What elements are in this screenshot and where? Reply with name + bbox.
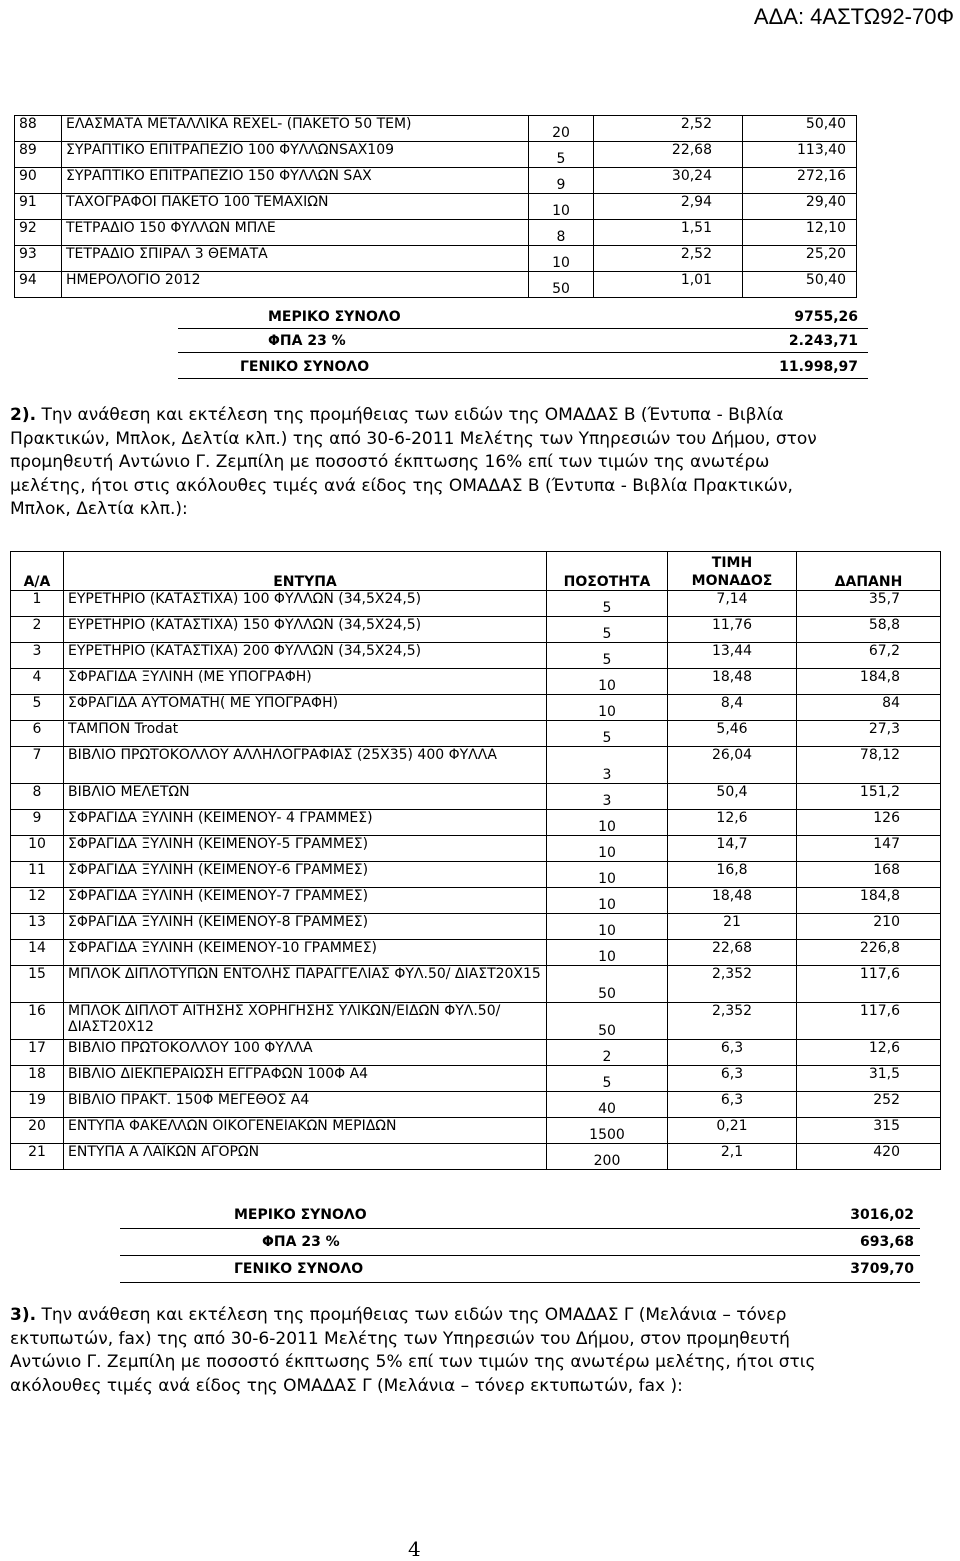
partial-total-label: ΜΕΡΙΚΟ ΣΥΝΟΛΟ (234, 1207, 367, 1223)
header-price (668, 552, 797, 591)
row-number: 7 (11, 747, 64, 784)
item-name: ΗΜΕΡΟΛΟΓΙΟ 2012 (62, 272, 529, 298)
paragraph-2-number: 2). (10, 405, 37, 425)
item-name: ΕΝΤΥΠΑ Α ΛΑΪΚΩΝ ΑΓΟΡΩΝ (64, 1144, 547, 1170)
line-total: 25,20 (743, 246, 857, 272)
table-row (11, 591, 941, 617)
unit-price: 2,1 (668, 1144, 797, 1170)
paragraph-3 (10, 1304, 830, 1398)
unit-price: 2,352 (668, 1003, 797, 1040)
row-number: 17 (11, 1040, 64, 1066)
unit-price: 18,48 (668, 888, 797, 914)
partial-total-label: ΜΕΡΙΚΟ ΣΥΝΟΛΟ (268, 309, 401, 325)
item-name: ΕΛΑΣΜΑΤΑ ΜΕΤΑΛΛΙΚΑ REXEL- (ΠΑΚΕΤΟ 50 ΤΕΜ) (62, 116, 529, 142)
header-qty: ΠΟΣΟΤΗΤΑ (547, 552, 668, 591)
grand-total-row (178, 356, 868, 379)
item-quantity: 10 (547, 914, 668, 940)
line-total: 184,8 (797, 888, 941, 914)
partial-total-value: 9755,26 (794, 309, 858, 325)
header-aa: Α/Α (11, 552, 64, 591)
row-number: 4 (11, 669, 64, 695)
item-quantity: 10 (547, 888, 668, 914)
header-price-line1: ΤΙΜΗ (711, 555, 753, 571)
table-row (15, 168, 857, 194)
line-total: 117,6 (797, 966, 941, 1003)
table-row (11, 940, 941, 966)
table-row (11, 643, 941, 669)
unit-price: 14,7 (668, 836, 797, 862)
row-number: 15 (11, 966, 64, 1003)
table-row (15, 272, 857, 298)
item-name: ΕΥΡΕΤΗΡΙΟ (ΚΑΤΑΣΤΙΧΑ) 200 ΦΥΛΛΩΝ (34,5Χ24,5) (64, 643, 547, 669)
unit-price: 6,3 (668, 1066, 797, 1092)
paragraph-3-number: 3). (10, 1305, 37, 1325)
partial-total-row (178, 306, 868, 329)
row-number: 14 (11, 940, 64, 966)
line-total: 226,8 (797, 940, 941, 966)
row-number: 91 (15, 194, 62, 220)
item-quantity: 5 (547, 591, 668, 617)
line-total: 117,6 (797, 1003, 941, 1040)
item-quantity: 10 (547, 940, 668, 966)
row-number: 19 (11, 1092, 64, 1118)
row-number: 13 (11, 914, 64, 940)
unit-price: 2,52 (594, 116, 743, 142)
table-row (11, 1066, 941, 1092)
item-quantity: 10 (529, 246, 594, 272)
item-quantity: 9 (529, 168, 594, 194)
paragraph-2 (10, 404, 830, 522)
table-row (15, 142, 857, 168)
line-total: 50,40 (743, 272, 857, 298)
item-quantity: 2 (547, 1040, 668, 1066)
item-name: ΒΙΒΛΙΟ ΔΙΕΚΠΕΡΑΙΩΣΗ ΕΓΓΡΑΦΩΝ 100Φ Α4 (64, 1066, 547, 1092)
row-number: 20 (11, 1118, 64, 1144)
unit-price: 12,6 (668, 810, 797, 836)
item-quantity: 200 (547, 1144, 668, 1170)
table-row (15, 116, 857, 142)
line-total: 272,16 (743, 168, 857, 194)
table-row (11, 721, 941, 747)
item-name: ΒΙΒΛΙΟ ΠΡΑΚΤ. 150Φ ΜΕΓΕΘΟΣ Α4 (64, 1092, 547, 1118)
line-total: 12,6 (797, 1040, 941, 1066)
row-number: 1 (11, 591, 64, 617)
item-quantity: 40 (547, 1092, 668, 1118)
item-quantity: 10 (547, 810, 668, 836)
line-total: 31,5 (797, 1066, 941, 1092)
grand-total-value: 3709,70 (850, 1261, 914, 1277)
vat-value: 693,68 (859, 1234, 914, 1250)
grand-total-value: 11.998,97 (779, 359, 858, 375)
row-number: 93 (15, 246, 62, 272)
line-total: 151,2 (797, 784, 941, 810)
item-quantity: 10 (529, 194, 594, 220)
grand-total-label: ΓΕΝΙΚΟ ΣΥΝΟΛΟ (240, 359, 370, 375)
row-number: 18 (11, 1066, 64, 1092)
line-total: 12,10 (743, 220, 857, 246)
item-quantity: 20 (529, 116, 594, 142)
unit-price: 22,68 (668, 940, 797, 966)
item-quantity: 10 (547, 836, 668, 862)
item-name: ΕΥΡΕΤΗΡΙΟ (ΚΑΤΑΣΤΙΧΑ) 150 ΦΥΛΛΩΝ (34,5Χ24,5) (64, 617, 547, 643)
table-row (11, 1092, 941, 1118)
table-row (11, 747, 941, 784)
header-price-line2: ΜΟΝΑΔΟΣ (691, 573, 773, 589)
line-total: 58,8 (797, 617, 941, 643)
row-number: 9 (11, 810, 64, 836)
line-total: 252 (797, 1092, 941, 1118)
item-name: ΤΕΤΡΑΔΙΟ 150 ΦΥΛΛΩΝ ΜΠΛΕ (62, 220, 529, 246)
unit-price: 30,24 (594, 168, 743, 194)
line-total: 50,40 (743, 116, 857, 142)
table-header-row (11, 552, 941, 591)
table-row (11, 617, 941, 643)
unit-price: 6,3 (668, 1040, 797, 1066)
line-total: 315 (797, 1118, 941, 1144)
line-total: 78,12 (797, 747, 941, 784)
item-quantity: 1500 (547, 1118, 668, 1144)
row-number: 11 (11, 862, 64, 888)
grand-total-row (120, 1256, 920, 1283)
vat-label: ΦΠΑ 23 % (262, 1234, 340, 1250)
row-number: 94 (15, 272, 62, 298)
header-item: ΕΝΤΥΠΑ (64, 552, 547, 591)
line-total: 67,2 (797, 643, 941, 669)
item-quantity: 5 (529, 142, 594, 168)
item-quantity: 10 (547, 862, 668, 888)
item-quantity: 5 (547, 1066, 668, 1092)
item-quantity: 5 (547, 643, 668, 669)
table-row (11, 669, 941, 695)
item-quantity: 50 (547, 966, 668, 1003)
table-row (11, 888, 941, 914)
unit-price: 5,46 (668, 721, 797, 747)
table-row (11, 1003, 941, 1040)
table-row (11, 695, 941, 721)
unit-price: 2,94 (594, 194, 743, 220)
unit-price: 1,01 (594, 272, 743, 298)
unit-price: 11,76 (668, 617, 797, 643)
item-quantity: 10 (547, 695, 668, 721)
unit-price: 1,51 (594, 220, 743, 246)
unit-price: 26,04 (668, 747, 797, 784)
item-quantity: 8 (529, 220, 594, 246)
partial-total-row (120, 1202, 920, 1229)
table-row (15, 194, 857, 220)
table-row (11, 862, 941, 888)
item-name: ΣΦΡΑΓΙΔΑ ΑΥΤΟΜΑΤΗ( ΜΕ ΥΠΟΓΡΑΦΗ) (64, 695, 547, 721)
row-number: 3 (11, 643, 64, 669)
line-total: 420 (797, 1144, 941, 1170)
unit-price: 2,352 (668, 966, 797, 1003)
row-number: 6 (11, 721, 64, 747)
unit-price: 18,48 (668, 669, 797, 695)
line-total: 210 (797, 914, 941, 940)
item-name: ΣΦΡΑΓΙΔΑ ΞΥΛΙΝΗ (ΚΕΙΜΕΝΟΥ-10 ΓΡΑΜΜΕΣ) (64, 940, 547, 966)
item-quantity: 5 (547, 721, 668, 747)
row-number: 21 (11, 1144, 64, 1170)
vat-value: 2.243,71 (788, 333, 858, 349)
item-name: ΤΕΤΡΑΔΙΟ ΣΠΙΡΑΛ 3 ΘΕΜΑΤΑ (62, 246, 529, 272)
unit-price: 8,4 (668, 695, 797, 721)
unit-price: 22,68 (594, 142, 743, 168)
line-total: 27,3 (797, 721, 941, 747)
table-row (15, 246, 857, 272)
line-total: 126 (797, 810, 941, 836)
table-row (11, 810, 941, 836)
item-quantity: 50 (529, 272, 594, 298)
paragraph-3-text: Την ανάθεση και εκτέλεση της προμήθειας των ειδών της ΟΜΑΔΑΣ Γ (Μελάνια – τόνερ εκτυπωτών, fax) της από 30-6-2011 Μελέτης των Υπηρεσιών του Δήμου, στον προμηθευτή Αντώνιο Γ. Ζεμπίλη με ποσοστό έκπτωσης 5% επί των τιμών της ανωτέρω μελέτης, ήτοι στις ακόλουθες τιμές ανά είδος της ΟΜΑΔΑΣ Γ (Μελάνια – τόνερ εκτυπωτών, fax ): (10, 1305, 816, 1396)
unit-price: 16,8 (668, 862, 797, 888)
item-name: ΣΥΡΑΠΤΙΚΟ ΕΠΙΤΡΑΠΕΖΙΟ 100 ΦΥΛΛΩΝSAX109 (62, 142, 529, 168)
line-total: 184,8 (797, 669, 941, 695)
line-total: 113,40 (743, 142, 857, 168)
row-number: 2 (11, 617, 64, 643)
table-row (11, 784, 941, 810)
grand-total-label: ΓΕΝΙΚΟ ΣΥΝΟΛΟ (234, 1261, 364, 1277)
item-name: ΣΥΡΑΠΤΙΚΟ ΕΠΙΤΡΑΠΕΖΙΟ 150 ΦΥΛΛΩΝ SAX (62, 168, 529, 194)
row-number: 88 (15, 116, 62, 142)
table-row (15, 220, 857, 246)
table-row (11, 966, 941, 1003)
item-name: ΕΝΤΥΠΑ ΦΑΚΕΛΛΩΝ ΟΙΚΟΓΕΝΕΙΑΚΩΝ ΜΕΡΙΔΩΝ (64, 1118, 547, 1144)
table-row (11, 914, 941, 940)
line-total: 168 (797, 862, 941, 888)
item-name: ΕΥΡΕΤΗΡΙΟ (ΚΑΤΑΣΤΙΧΑ) 100 ΦΥΛΛΩΝ (34,5Χ24,5) (64, 591, 547, 617)
row-number: 5 (11, 695, 64, 721)
item-name: ΣΦΡΑΓΙΔΑ ΞΥΛΙΝΗ (ΚΕΙΜΕΝΟΥ-5 ΓΡΑΜΜΕΣ) (64, 836, 547, 862)
page-number: 4 (408, 1537, 421, 1561)
item-name: ΜΠΛΟΚ ΔΙΠΛΟΤΥΠΩΝ ΕΝΤΟΛΗΣ ΠΑΡΑΓΓΕΛΙΑΣ ΦΥΛ.50/ ΔΙΑΣΤ20Χ15 (64, 966, 547, 1003)
item-quantity: 10 (547, 669, 668, 695)
paragraph-2-text: Την ανάθεση και εκτέλεση της προμήθειας των ειδών της ΟΜΑΔΑΣ Β (Έντυπα - Βιβλία Πρακτικών, Μπλοκ, Δελτία κλπ.) της από 30-6-2011 Μελέτης των Υπηρεσιών του Δήμου, στον προμηθευτή Αντώνιο Γ. Ζεμπίλη με ποσοστό έκπτωσης 16% επί των τιμών της ανωτέρω μελέτης, ήτοι στις ακόλουθες τιμές ανά είδος της ΟΜΑΔΑΣ Β (Έντυπα - Βιβλία Πρακτικών, Μπλοκ, Δελτία κλπ.): (10, 405, 817, 519)
item-quantity: 5 (547, 617, 668, 643)
row-number: 10 (11, 836, 64, 862)
item-name: ΤΑΜΠΟΝ Trodat (64, 721, 547, 747)
row-number: 12 (11, 888, 64, 914)
unit-price: 7,14 (668, 591, 797, 617)
item-name: ΤΑΧΟΓΡΑΦΟΙ ΠΑΚΕΤΟ 100 ΤΕΜΑΧΙΩΝ (62, 194, 529, 220)
items-table-b (10, 551, 941, 1170)
unit-price: 0,21 (668, 1118, 797, 1144)
row-number: 16 (11, 1003, 64, 1040)
item-name: ΒΙΒΛΙΟ ΜΕΛΕΤΩΝ (64, 784, 547, 810)
items-table-a (14, 115, 857, 298)
item-name: ΒΙΒΛΙΟ ΠΡΩΤΟΚΟΛΛΟΥ ΑΛΛΗΛΟΓΡΑΦΙΑΣ (25Χ35) 400 ΦΥΛΛΑ (64, 747, 547, 784)
row-number: 90 (15, 168, 62, 194)
item-quantity: 3 (547, 747, 668, 784)
item-name: ΒΙΒΛΙΟ ΠΡΩΤΟΚΟΛΛΟΥ 100 ΦΥΛΛΑ (64, 1040, 547, 1066)
item-name: ΣΦΡΑΓΙΔΑ ΞΥΛΙΝΗ (ΚΕΙΜΕΝΟΥ- 4 ΓΡΑΜΜΕΣ) (64, 810, 547, 836)
row-number: 89 (15, 142, 62, 168)
item-name: ΣΦΡΑΓΙΔΑ ΞΥΛΙΝΗ (ΚΕΙΜΕΝΟΥ-8 ΓΡΑΜΜΕΣ) (64, 914, 547, 940)
item-name: ΜΠΛΟΚ ΔΙΠΛΟΤ ΑΙΤΗΣΗΣ ΧΟΡΗΓΗΣΗΣ ΥΛΙΚΩΝ/ΕΙΔΩΝ ΦΥΛ.50/ΔΙΑΣΤ20Χ12 (64, 1003, 547, 1040)
unit-price: 50,4 (668, 784, 797, 810)
line-total: 84 (797, 695, 941, 721)
partial-total-value: 3016,02 (850, 1207, 914, 1223)
vat-row (178, 330, 868, 353)
vat-label: ΦΠΑ 23 % (268, 333, 346, 349)
unit-price: 6,3 (668, 1092, 797, 1118)
unit-price: 21 (668, 914, 797, 940)
row-number: 8 (11, 784, 64, 810)
table-row (11, 1118, 941, 1144)
unit-price: 2,52 (594, 246, 743, 272)
table-row (11, 836, 941, 862)
unit-price: 13,44 (668, 643, 797, 669)
vat-row (120, 1229, 920, 1256)
line-total: 29,40 (743, 194, 857, 220)
line-total: 147 (797, 836, 941, 862)
row-number: 92 (15, 220, 62, 246)
ada-code: ΑΔΑ: 4ΑΣΤΩ92-70Φ (753, 4, 954, 29)
line-total: 35,7 (797, 591, 941, 617)
item-name: ΣΦΡΑΓΙΔΑ ΞΥΛΙΝΗ (ΚΕΙΜΕΝΟΥ-6 ΓΡΑΜΜΕΣ) (64, 862, 547, 888)
item-quantity: 50 (547, 1003, 668, 1040)
item-name: ΣΦΡΑΓΙΔΑ ΞΥΛΙΝΗ (ΜΕ ΥΠΟΓΡΑΦΗ) (64, 669, 547, 695)
header-total: ΔΑΠΑΝΗ (797, 552, 941, 591)
item-quantity: 3 (547, 784, 668, 810)
table-row (11, 1040, 941, 1066)
table-row (11, 1144, 941, 1170)
item-name: ΣΦΡΑΓΙΔΑ ΞΥΛΙΝΗ (ΚΕΙΜΕΝΟΥ-7 ΓΡΑΜΜΕΣ) (64, 888, 547, 914)
